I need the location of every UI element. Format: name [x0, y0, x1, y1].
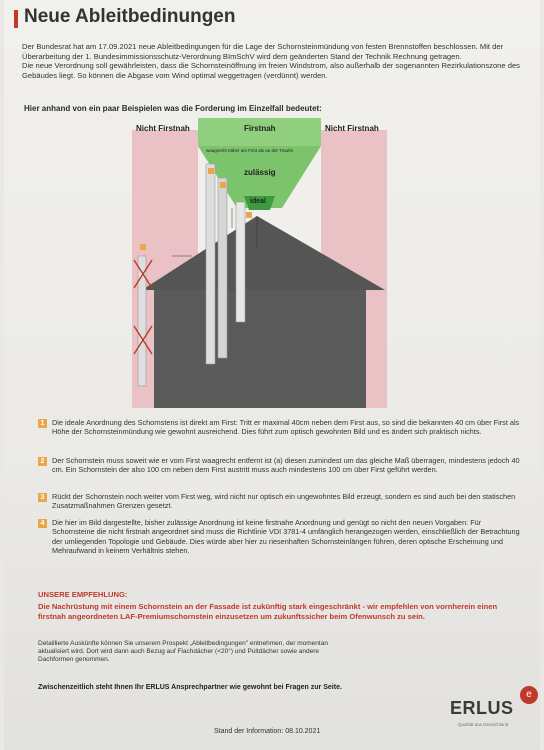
recommendation-heading: UNSERE EMPFEHLUNG: [38, 590, 128, 599]
info-date: Stand der Information: 08.10.2021 [214, 728, 321, 735]
item-text: Die ideale Anordnung des Schornstens ist direkt am First: Tritt er maximal 40cm neben dem First aus, so sind die bekannten 40 cm über First als Höhe der Schornsteinmündung wie gewohnt ausreichend. Dies führt zum optisch gewohnten Bild und es ändert sich praktisch nichts. [52, 418, 520, 437]
title-accent-bar [14, 10, 18, 28]
chimney-diagram-svg [132, 118, 387, 408]
logo-wordmark: ERLUS [450, 698, 514, 718]
logo-tagline: Qualität aus Deutschland [458, 722, 509, 727]
intro-text [22, 42, 522, 80]
erlus-logo [450, 684, 540, 727]
item-text: Der Schornstein muss soweit wie er vom First waagrecht entfernt ist (a) diesen zumindest um das gleiche Maß überragen, mindestens jedoch 40 cm. Ein Schornstein der also 100 cm neben dem First austritt muss auch mindestens 100 cm über First geführt werden. [52, 456, 520, 475]
item-number: 4 [38, 519, 47, 528]
house-wall [154, 290, 366, 408]
intro-paragraph-1: Der Bundesrat hat am 17.09.2021 neue Ableitbedingungen für die Lage der Schornsteinmündung von festen Brennstoffen beschlossen. Mit der Überarbeitung der 1. Bundesimmissionsschutz-Verordnung BImSchV wird dem geänderten Stand der Technik Rechnung getragen. [22, 42, 504, 61]
contact-note: Zwischenzeitlich steht Ihnen Ihr ERLUS Ansprechpartner wie gewohnt bei Fragen zur Seite. [38, 684, 342, 691]
item-text: Rückt der Schornstein noch weiter vom First weg, wird nicht nur optisch ein ungewohntes Bild erzeugt, sondern es sind auch bei den statischen Zusatzmaßnahmen Grenzen gesetzt. [52, 492, 516, 511]
chimney-mid [218, 178, 227, 358]
item-number: 1 [38, 419, 47, 428]
logo-mark-icon: e [520, 686, 538, 704]
band-note: waagrecht näher am First als an der Traufe! [206, 148, 294, 153]
zone-label-right: Nicht Firstnah [325, 124, 379, 133]
document-page [4, 0, 540, 750]
details-note: Detaillierte Auskünfte können Sie unserem Prospekt „Ableitbedingungen" entnehmen, der momentan aktualisiert wird. Dort wird dann auch Bezug auf Flachdächer (<20°) und Pultdächer sowie andere Dachformen genommen. [38, 640, 328, 664]
zone-label-left: Nicht Firstnah [136, 124, 190, 133]
chimney-near [236, 202, 245, 322]
recommendation-text: Die Nachrüstung mit einem Schornstein an der Fassade ist zukünftig stark eingeschränkt - wir empfehlen von vornherein einen firstnah angeordneten LAF-Premiumschornstein einzusetzen um zukunftssicher beim Ofenwunsch zu sein. [38, 602, 498, 621]
intro-paragraph-2: Die neue Verordnung soll gewährleisten, dass die Schornsteinöffnung im freien Windstrom, also außerhalb der sogenannten Rezirkulationszone des Gebäudes liegt. So können die Abgase vom Wind optimal weggetragen (verdünnt) werden. [22, 61, 520, 80]
page-title: Neue Ableitbedinungen [24, 6, 236, 27]
chimney-far [206, 164, 215, 364]
zone-label-center: Firstnah [244, 124, 276, 133]
examples-lead: Hier anhand von ein paar Beispielen was die Forderung im Einzelfall bedeutet: [24, 104, 322, 113]
chimney-diagram [132, 118, 387, 408]
label-allowed: zulässig [244, 168, 276, 177]
item-number: 3 [38, 493, 47, 502]
item-number: 2 [38, 457, 47, 466]
item-text: Die hier im Bild dargestellte, bisher zulässige Anordnung ist keine firstnahe Anordnung und genügt so nicht den neuen Vorgaben: Für Schornsteine die nicht firstnah angeordnet sind muss die Richtlinie VDI 3781-4 umfänglich herangezogen werden, einschließlich der Betrachtung der umliegenden Topologie und Gebäude. Dies würde aber hier zu riesenhaften Schornsteinlängen führen, deren optische Erscheinung und Mehraufwand in keinem Verhältnis stehen. [52, 518, 520, 556]
label-ideal: ideal [250, 198, 266, 205]
